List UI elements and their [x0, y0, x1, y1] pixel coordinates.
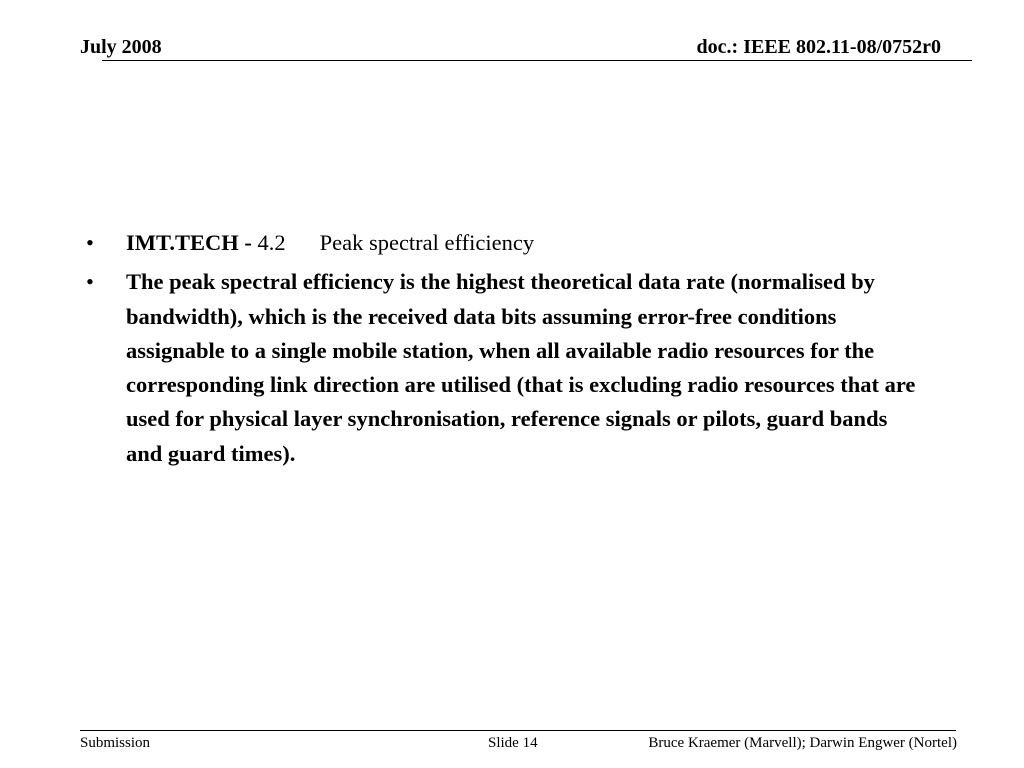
header-divider — [102, 60, 972, 61]
footer-submission: Submission — [80, 735, 151, 751]
footer-authors: Bruce Kraemer (Marvell); Darwin Engwer (Nortel) — [648, 735, 957, 751]
footer-slide-number: Slide 14 — [488, 735, 538, 751]
bullet-heading-text — [126, 226, 926, 260]
footer-divider — [80, 730, 956, 731]
bullet-item-definition — [86, 265, 926, 471]
bullet-item-heading — [86, 226, 926, 260]
section-number: 4.2 — [257, 230, 286, 255]
section-title: Peak spectral efficiency — [319, 230, 535, 255]
heading-label: IMT.TECH - — [126, 230, 258, 255]
definition-text: The peak spectral efficiency is the highest theoretical data rate (normalised by bandwidth), which is the received data bits assuming error-free conditions assignable to a single mobile station, when all available radio resources for the corresponding link direction are utilised (that is excluding radio resources that are used for physical layer synchronisation, reference signals or pilots, guard bands and guard times). — [126, 269, 916, 466]
bullet-marker: • — [86, 230, 94, 255]
slide-body — [86, 226, 926, 476]
bullet-marker: • — [86, 269, 94, 295]
header-date: July 2008 — [80, 36, 162, 58]
header-doc-id: doc.: IEEE 802.11-08/0752r0 — [696, 36, 941, 58]
